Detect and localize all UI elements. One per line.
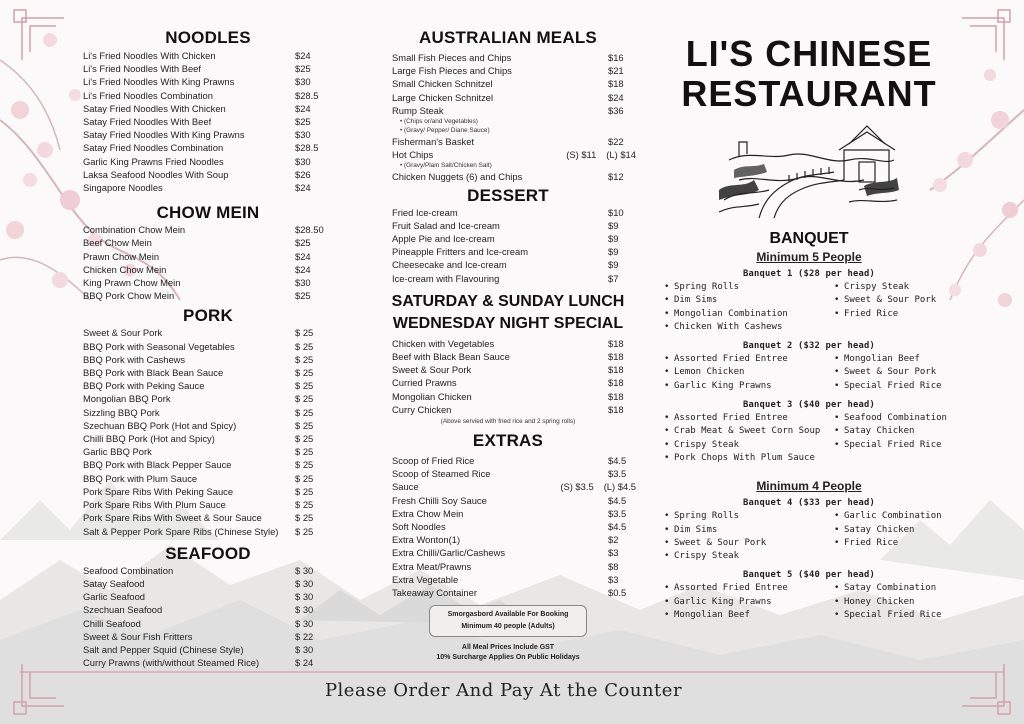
rump-note: • (Chips or/and Vegetables) xyxy=(400,118,478,126)
great-wall-illustration xyxy=(719,120,899,218)
menu-item: Fisherman's Basket $22 xyxy=(392,136,624,148)
menu-item: BBQ Pork with Plum Sauce $ 25 xyxy=(83,472,314,484)
menu-item: Seafood Combination $ 30 xyxy=(83,564,314,576)
restaurant-name-line-2: RESTAURANT xyxy=(681,73,937,114)
banquet-4-items xyxy=(664,510,954,563)
menu-item: Li's Fried Noodles With Chicken $24 xyxy=(83,50,311,61)
menu-item: Chicken Chow Mein $24 xyxy=(83,263,311,275)
banquet-item: • Garlic Combination xyxy=(834,510,954,523)
menu-item: Li's Fried Noodles Combination $28.5 xyxy=(83,89,319,101)
banquet-5-items xyxy=(664,582,954,622)
menu-item: Large Chicken Schnitzel $24 xyxy=(392,91,624,103)
banquet-item: • Sweet & Sour Pork xyxy=(834,294,954,307)
menu-item: BBQ Pork with Black Bean Sauce $ 25 xyxy=(83,367,314,379)
menu-item: Satay Fried Noodles With Chicken $24 xyxy=(83,102,311,114)
banquet-item: • Satay Chicken xyxy=(834,425,954,438)
pork-title: PORK xyxy=(183,306,233,326)
menu-item: Rump Steak $36 xyxy=(392,104,624,116)
menu-item: Szechuan BBQ Pork (Hot and Spicy) $ 25 xyxy=(83,419,314,431)
menu-item: Small Fish Pieces and Chips $16 xyxy=(392,52,624,63)
menu-item: Satay Seafood $ 30 xyxy=(83,577,314,589)
menu-item: Fresh Chilli Soy Sauce $4.5 xyxy=(392,494,627,506)
menu-item: Satay Fried Noodles Combination $28.5 xyxy=(83,142,319,154)
gst-notice: All Meal Prices Include GST xyxy=(461,644,555,652)
menu-item: Garlic BBQ Pork $ 25 xyxy=(83,446,314,458)
menu-item: Mongolian Chicken $18 xyxy=(392,390,624,402)
banquet-item: • Pork Chops With Plum Sauce xyxy=(664,452,834,465)
menu-item: Curried Prawns $18 xyxy=(392,377,624,389)
menu-item: Satay Fried Noodles With King Prawns $30 xyxy=(83,129,311,141)
menu-item: BBQ Pork with Seasonal Vegetables $ 25 xyxy=(83,340,314,352)
smorgasbord-line-2: Minimum 40 people (Adults) xyxy=(461,623,555,631)
chow-mein-list xyxy=(83,223,333,302)
menu-item: Ice-cream with Flavouring $7 xyxy=(392,272,619,284)
banquet-2-items xyxy=(664,353,954,393)
column-left xyxy=(83,28,333,669)
banquet-item: • Assorted Fried Entree xyxy=(664,353,834,366)
menu-item-sauce: Sauce (S) $3.5 (L) $4.5 xyxy=(392,481,636,493)
menu-item: Garlic Seafood $ 30 xyxy=(83,591,314,603)
menu-item: Sweet & Sour Pork $18 xyxy=(392,364,624,376)
column-middle xyxy=(380,28,636,663)
banquet-5-title: Banquet 5 ($40 per head) xyxy=(743,570,875,581)
column-right xyxy=(664,28,954,622)
special-note: (Above servied with fried rice and 2 spring rolls) xyxy=(440,418,576,426)
banquet-item: • Dim Sims xyxy=(664,524,834,537)
banquet-item: • Crispy Steak xyxy=(664,550,834,563)
minimum-5-people-title: Minimum 5 People xyxy=(756,250,862,264)
banquet-item: • Honey Chicken xyxy=(834,596,954,609)
menu-item: King Prawn Chow Mein $30 xyxy=(83,277,311,289)
banquet-item: • Satay Chicken xyxy=(834,524,954,537)
banquet-item: • Mongolian Combination xyxy=(664,308,834,321)
pork-list xyxy=(83,326,333,537)
menu-item: Mongolian BBQ Pork $ 25 xyxy=(83,393,314,405)
banquet-1-items xyxy=(664,281,954,334)
menu-item: Extra Chow Mein $3.5 xyxy=(392,507,627,519)
australian-list xyxy=(380,51,636,184)
banquet-item: • Fried Rice xyxy=(834,537,954,550)
menu-item: Combination Chow Mein $28.50 xyxy=(83,224,324,236)
menu-item: Scoop of Fried Rice $4.5 xyxy=(392,455,627,467)
banquet-3-items xyxy=(664,412,954,465)
menu-item: Takeaway Container $0.5 xyxy=(392,587,627,599)
menu-item: Extra Meat/Prawns $8 xyxy=(392,560,619,572)
menu-item: Curry Prawns (with/without Steamed Rice) $ 24 xyxy=(83,657,314,669)
smorgasbord-box xyxy=(429,605,587,637)
extras-title: EXTRAS xyxy=(472,431,544,451)
menu-item: Fried Ice-cream $10 xyxy=(392,206,624,218)
hot-chips-note: • (Gravy/Plain Salt/Chicken Salt) xyxy=(400,162,492,170)
menu-item: Beef Chow Mein $25 xyxy=(83,237,311,249)
restaurant-name-line-1: LI'S CHINESE xyxy=(685,33,933,74)
noodles-list xyxy=(83,49,333,194)
banquet-item: • Special Fried Rice xyxy=(834,380,954,393)
banquet-item: • Special Fried Rice xyxy=(834,609,954,622)
banquet-item: • Crispy Steak xyxy=(834,281,954,294)
seafood-list xyxy=(83,564,333,670)
menu-item: Scoop of Steamed Rice $3.5 xyxy=(392,468,627,480)
menu-item: Pork Spare Ribs With Sweet & Sour Sauce $ 25 xyxy=(83,512,314,524)
banquet-item: • Assorted Fried Entree xyxy=(664,412,834,425)
banquet-item: • Garlic King Prawns xyxy=(664,596,834,609)
menu-item: Chilli Seafood $ 30 xyxy=(83,617,314,629)
menu-item: Salt and Pepper Squid (Chinese Style) $ 30 xyxy=(83,643,314,655)
menu-item: Li's Fried Noodles With Beef $25 xyxy=(83,63,311,75)
banquet-item: • Assorted Fried Entree xyxy=(664,582,834,595)
menu-item: Pork Spare Ribs With Peking Sauce $ 25 xyxy=(83,485,314,497)
menu-item: Singapore Noodles $24 xyxy=(83,182,311,194)
menu-item: Pineapple Fritters and Ice-cream $9 xyxy=(392,246,619,258)
menu-item: Curry Chicken $18 xyxy=(392,403,624,415)
banquet-item: • Spring Rolls xyxy=(664,281,834,294)
special-list xyxy=(380,337,636,427)
menu-item: Garlic King Prawns Fried Noodles $30 xyxy=(83,155,311,167)
menu-item: Salt & Pepper Pork Spare Ribs (Chinese Style) $ 25 xyxy=(83,525,314,537)
rump-note: • (Gravy/ Pepper/ Diane Sauce) xyxy=(400,127,490,135)
menu-item: Laksa Seafood Noodles With Soup $26 xyxy=(83,168,311,180)
banquet-item: • Dim Sims xyxy=(664,294,834,307)
banquet-item: • Lemon Chicken xyxy=(664,366,834,379)
banquet-item: • Seafood Combination xyxy=(834,412,954,425)
menu-item: BBQ Pork with Black Pepper Sauce $ 25 xyxy=(83,459,314,471)
noodles-title: NOODLES xyxy=(165,28,251,47)
banquet-3-title: Banquet 3 ($40 per head) xyxy=(743,400,875,411)
menu-item: Chicken with Vegetables $18 xyxy=(392,337,624,349)
menu-item: Szechuan Seafood $ 30 xyxy=(83,604,314,616)
menu-item: Li's Fried Noodles With King Prawns $30 xyxy=(83,76,311,88)
banquet-item: • Sweet & Sour Pork xyxy=(664,537,834,550)
menu-item: Pork Spare Ribs With Plum Sauce $ 25 xyxy=(83,499,314,511)
extras-list xyxy=(380,454,636,599)
menu-item: Satay Fried Noodles With Beef $25 xyxy=(83,116,311,128)
banquet-item: • Crispy Steak xyxy=(664,439,834,452)
smorgasbord-line-1: Smorgasbord Available For Booking xyxy=(447,611,569,619)
menu-item: Large Fish Pieces and Chips $21 xyxy=(392,65,624,77)
special-title-1: SATURDAY & SUNDAY LUNCH xyxy=(391,292,625,310)
menu-item: Prawn Chow Mein $24 xyxy=(83,250,311,262)
banquet-item: • Sweet & Sour Pork xyxy=(834,366,954,379)
banquet-item: • Special Fried Rice xyxy=(834,439,954,452)
menu-item: Chilli BBQ Pork (Hot and Spicy) $ 25 xyxy=(83,433,314,445)
menu-item: Cheesecake and Ice-cream $9 xyxy=(392,259,619,271)
menu-item: BBQ Pork with Peking Sauce $ 25 xyxy=(83,380,314,392)
banquet-item: • Fried Rice xyxy=(834,308,954,321)
dessert-title: DESSERT xyxy=(467,185,549,205)
banquet-2-title: Banquet 2 ($32 per head) xyxy=(743,341,875,352)
menu-item: BBQ Pork with Cashews $ 25 xyxy=(83,353,314,365)
menu-item: Extra Wonton(1) $2 xyxy=(392,534,619,546)
menu-item: Apple Pie and Ice-cream $9 xyxy=(392,233,619,245)
banquet-item: • Satay Combination xyxy=(834,582,954,595)
menu-item: Chicken Nuggets (6) and Chips $12 xyxy=(392,171,624,183)
dessert-list xyxy=(380,206,636,285)
surcharge-notice: 10% Surcharge Applies On Public Holidays xyxy=(436,654,580,662)
banquet-item: • Spring Rolls xyxy=(664,510,834,523)
menu-item: Sweet & Sour Pork $ 25 xyxy=(83,327,314,339)
minimum-4-people-title: Minimum 4 People xyxy=(756,479,862,494)
menu-item: BBQ Pork Chow Mein $25 xyxy=(83,290,311,302)
menu-item: Small Chicken Schnitzel $18 xyxy=(392,78,624,90)
seafood-title: SEAFOOD xyxy=(165,543,251,563)
menu-item: Beef with Black Bean Sauce $18 xyxy=(392,351,624,363)
menu-item: Sweet & Sour Fish Fritters $ 22 xyxy=(83,630,314,642)
chow-mein-title: CHOW MEIN xyxy=(156,203,260,223)
menu-item: Fruit Salad and Ice-cream $9 xyxy=(392,219,619,231)
menu-item-hot-chips: Hot Chips (S) $11 (L) $14 xyxy=(392,149,636,161)
banquet-item: • Garlic King Prawns xyxy=(664,380,834,393)
order-instructions-footer: Please Order And Pay At the Counter xyxy=(324,680,683,701)
banquet-item: • Crab Meat & Sweet Corn Soup xyxy=(664,425,834,438)
banquet-4-title: Banquet 4 ($33 per head) xyxy=(743,498,875,509)
menu-item: Extra Vegetable $3 xyxy=(392,573,619,585)
banquet-1-title: Banquet 1 ($28 per head) xyxy=(743,269,875,279)
banquet-item: • Mongolian Beef xyxy=(664,609,834,622)
menu-item: Sizzling BBQ Pork $ 25 xyxy=(83,406,314,418)
special-title-2: WEDNESDAY NIGHT SPECIAL xyxy=(392,314,624,332)
banquet-item: • Chicken With Cashews xyxy=(664,321,834,334)
menu-item: Extra Chilli/Garlic/Cashews $3 xyxy=(392,547,619,559)
banquet-title: BANQUET xyxy=(769,230,849,247)
australian-meals-title: AUSTRALIAN MEALS xyxy=(419,28,597,47)
menu-item: Soft Noodles $4.5 xyxy=(392,521,627,533)
banquet-item: • Mongolian Beef xyxy=(834,353,954,366)
